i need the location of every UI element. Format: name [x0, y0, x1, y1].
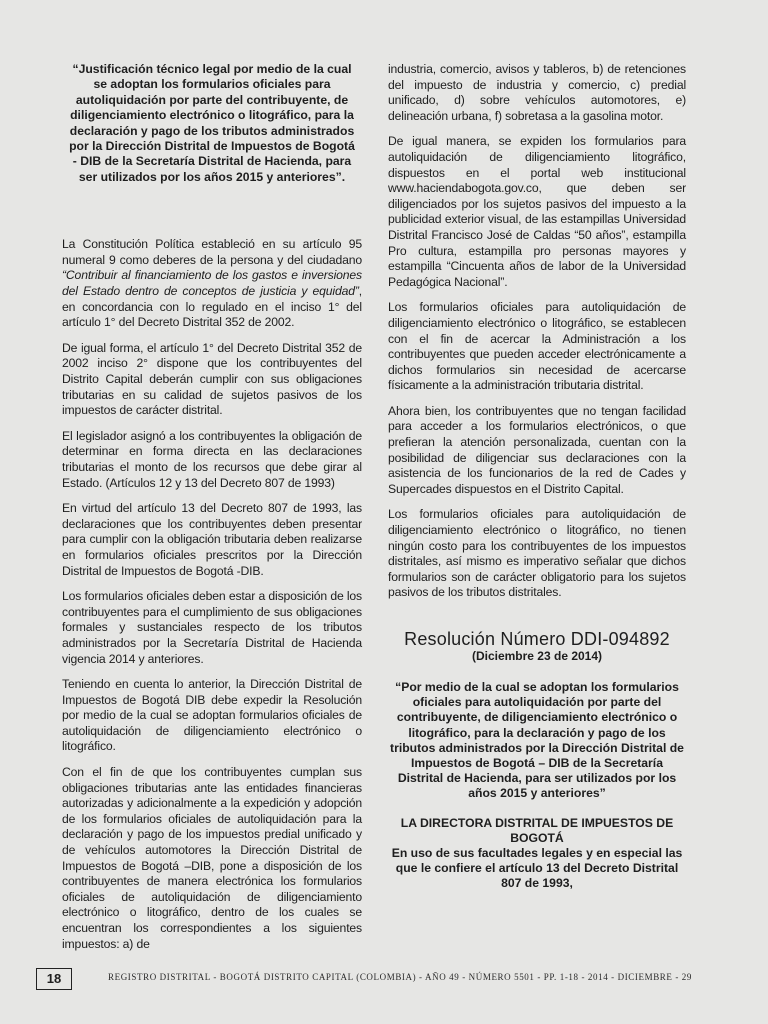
paragraph-text: La Constitución Política estableció en su artículo 95 numeral 9 como deberes de la persona y del ciudadano: [62, 237, 362, 267]
quoted-text: “Contribuir al financiamiento de los gastos e inversiones del Estado dentro de conceptos de justicia y equidad”: [62, 268, 362, 299]
resolution-heading: Resolución Número DDI-094892: [404, 629, 670, 649]
paragraph: Los formularios oficiales para autoliquidación de diligenciamiento electrónico o litográfico, no tienen ningún costo para los contribuyentes de los impuestos distritales, así mismo es imperativo señalar que dichos formularios son de carácter obligatorio para los sujetos pasivos de los tributos distritales.: [388, 507, 686, 600]
page-footer: [36, 968, 696, 990]
right-column: [388, 62, 686, 892]
left-column: [62, 62, 362, 962]
paragraph: El legislador asignó a los contribuyentes la obligación de determinar en forma directa en las declaraciones tributarias el monto de los recursos que debe girar al Estado. (Artículos 12 y 13 del Decreto 807 de 1993): [62, 428, 362, 490]
paragraph: Teniendo en cuenta lo anterior, la Dirección Distrital de Impuestos de Bogotá DIB debe expedir la Resolución por medio de la cual se adoptan formularios oficiales de autoliquidación de diligenciamiento electrónico o litográfico.: [62, 677, 362, 754]
paragraph: De igual forma, el artículo 1° del Decreto Distrital 352 de 2002 inciso 2° dispone que los contribuyentes del Distrito Capital deberán cumplir con sus obligaciones tributarias en su calidad de sujetos pasivos de los impuestos de carácter distrital.: [62, 340, 362, 418]
paragraph: industria, comercio, avisos y tableros, b) de retenciones del impuesto de industria y comercio, c) predial unificado, d) sobre vehículos automotores, e) delineación urbana, f) sobretasa a la gasolina motor.: [388, 62, 686, 123]
paragraph: Los formularios oficiales deben estar a disposición de los contribuyentes para el cumplimiento de sus obligaciones formales y sustanciales respecto de los tributos administrados por la Secretaría Distrital de Hacienda vigencia 2014 y anteriores.: [62, 589, 362, 666]
paragraph: [62, 237, 362, 331]
paragraph: En virtud del artículo 13 del Decreto 807 de 1993, las declaraciones que los contribuyentes deben presentar para cumplir con la obligación tributaria deben realizarse en formularios oficiales prescritos por la Dirección Distrital de Impuestos de Bogotá -DIB.: [62, 501, 362, 578]
paragraph: Con el fin de que los contribuyentes cumplan sus obligaciones tributarias ante las entidades financieras autorizadas y adicionalmente a la expedición y adopción de los formularios oficiales de autoliquidación para la declaración y pago de los impuestos predial unificado y de vehículos automotores la Dirección Distrital de Impuestos de Bogotá –DIB, pone a disposición de los contribuyentes de manera electrónica los formularios oficiales de autoliquidación de diligenciamiento electrónico o litográfico, dentro de los cuales se encuentran los correspondientes a los siguientes impuestos: a) de: [62, 765, 362, 951]
justification-title: “Justificación técnico legal por medio de la cual se adoptan los formularios oficiales para autoliquidación por parte del contribuyente, de diligenciamiento electrónico o litográfico, para la declaración y pago de los tributos administrados por la Dirección Distrital de Impuestos de Bogotá - DIB de la Secretaría Distrital de Hacienda, para ser utilizados por los años 2015 y anteriores”.: [69, 62, 355, 184]
resolution-date: (Diciembre 23 de 2014): [471, 649, 603, 663]
paragraph-text: , en concordancia con lo regulado en el inciso 1° del artículo 1° del Decreto Distrital 352 de 2002.: [62, 284, 362, 330]
running-footer: REGISTRO DISTRITAL - BOGOTÁ DISTRITO CAPITAL (COLOMBIA) - AÑO 49 - NÚMERO 5501 - PP. 1-18 - 2014 - DICIEMBRE - 29: [108, 972, 693, 982]
director-heading: LA DIRECTORA DISTRITAL DE IMPUESTOS DE BOGOTÁ: [400, 815, 674, 845]
page-number: 18: [36, 968, 72, 990]
paragraph: De igual manera, se expiden los formularios para autoliquidación de diligenciamiento litográfico, dispuestos en el portal web institucional www.haciendabogota.gov.co, que deben ser diligenciados por los sujetos pasivos del impuesto a la publicidad exterior visual, de las estampillas Universidad Distrital Francisco José de Caldas “50 años”, estampilla Pro cultura, estampilla pro personas mayores y estampilla “Cincuenta años de labor de la Universidad Pedagógica Nacional”.: [388, 134, 686, 289]
paragraph: Ahora bien, los contribuyentes que no tengan facilidad para acceder a los formularios electrónicos, o que prefieran la atención personalizada, cuentan con la posibilidad de diligenciar sus declaraciones con la asistencia de los funcionarios de la red de Cades y Supercades dispuestos en el Distrito Capital.: [388, 403, 686, 496]
resolution-title: “Por medio de la cual se adoptan los formularios oficiales para autoliquidación por parte del contribuyente, de diligenciamiento electrónico o litográfico, para la declaración y pago de los tributos administrados por la Dirección Distrital de Impuestos de Bogotá – DIB de la Secretaría Distrital de Hacienda, para ser utilizados por los años 2015 y anteriores”: [390, 680, 684, 801]
paragraph: Los formularios oficiales para autoliquidación de diligenciamiento electrónico o litográfico, se establecen con el fin de acercar la Administración a los contribuyentes que pueden acceder electrónicamente a dichos formularios sin necesidad de acercarse físicamente a la administración tributaria distrital.: [388, 300, 686, 393]
legal-powers-text: En uso de sus facultades legales y en especial las que le confiere el artículo 13 del Decreto Distrital 807 de 1993,: [391, 846, 683, 891]
